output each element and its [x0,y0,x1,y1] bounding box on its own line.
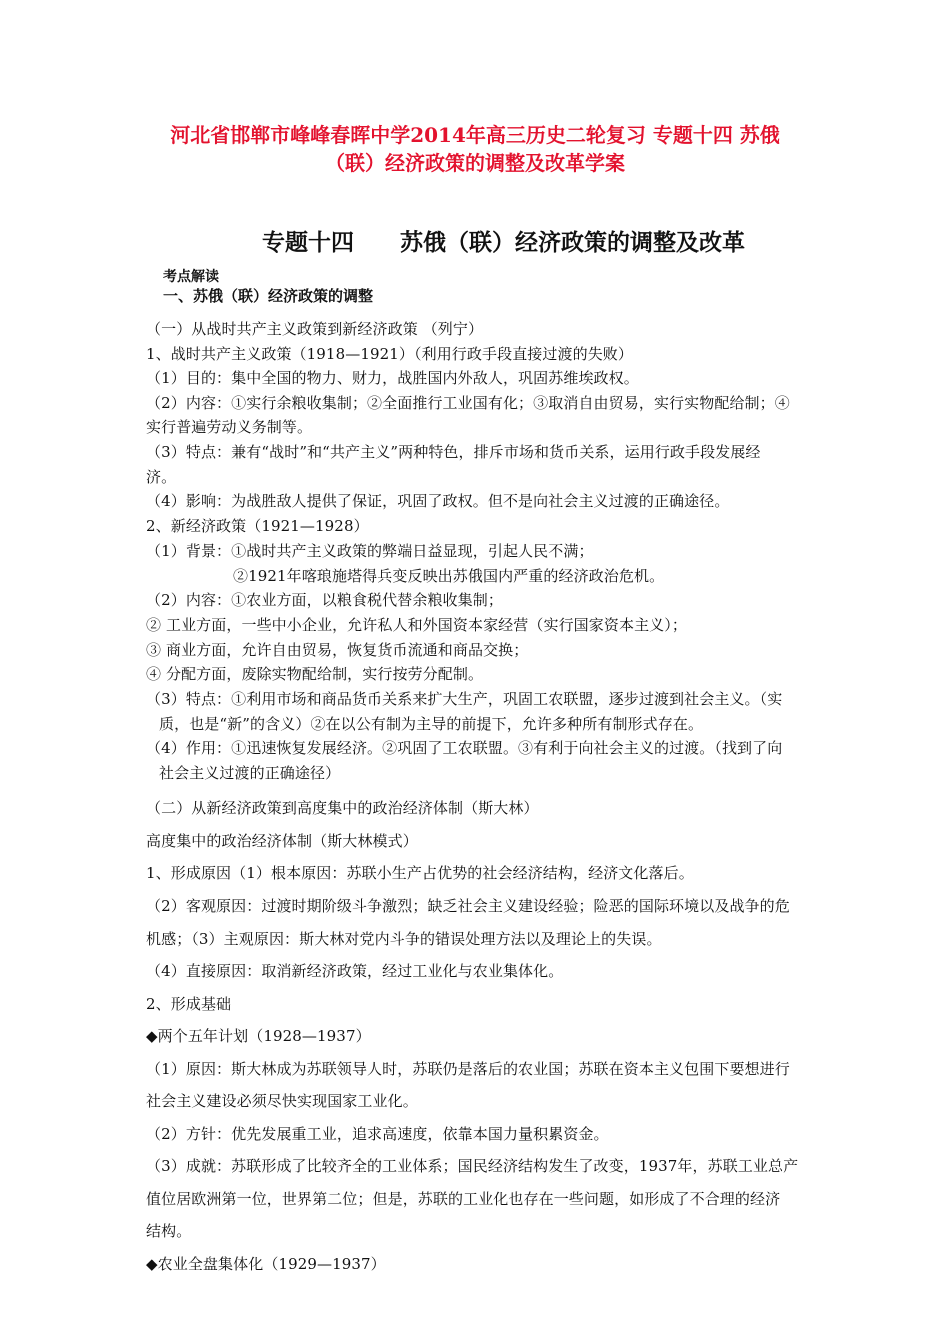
section-heading: 一、苏俄（联）经济政策的调整 [163,287,374,305]
text-line: （3）成就：苏联形成了比较齐全的工业体系；国民经济结构发生了改变，1937年，苏联工业总产 [146,1157,799,1175]
text-line: （一）从战时共产主义政策到新经济政策 （列宁） [146,320,484,338]
text-line: 质，也是“新”的含义）②在以公有制为主导的前提下，允许多种所有制形式存在。 [159,715,704,733]
text-line: ◆两个五年计划（1928—1937） [146,1027,371,1045]
text-line: ② 工业方面，一些中小企业，允许私人和外国资本家经营（实行国家资本主义）； [146,616,687,634]
text-line: 1、战时共产主义政策（1918—1921）（利用行政手段直接过渡的失败） [146,345,633,363]
text-line: （1）原因：斯大林成为苏联领导人时，苏联仍是落后的农业国；苏联在资本主义包围下要想进行 [146,1060,790,1078]
text-line: （2）方针：优先发展重工业，追求高速度，依靠本国力量积累资金。 [146,1125,609,1143]
text-line: 2、新经济政策（1921—1928） [146,517,369,535]
title-line-2: （联）经济政策的调整及改革学案 [325,151,625,175]
text-line: （二）从新经济政策到高度集中的政治经济体制（斯大林） [146,799,539,817]
section-label: 考点解读 [163,269,219,285]
text-line: 实行普遍劳动义务制等。 [146,418,313,436]
text-line: ◆农业全盘集体化（1929—1937） [146,1255,386,1273]
text-line: 机感；（3）主观原因：斯大林对党内斗争的错误处理方法以及理论上的失误。 [146,930,662,948]
text-line: ②1921年喀琅施塔得兵变反映出苏俄国内严重的经济政治危机。 [233,567,665,585]
text-line: 2、形成基础 [146,995,232,1013]
text-line: （1）目的：集中全国的物力、财力，战胜国内外敌人，巩固苏维埃政权。 [146,369,639,387]
text-line: 高度集中的政治经济体制（斯大林模式） [146,832,418,850]
text-line: （2）内容：①农业方面，以粮食税代替余粮收集制； [146,591,503,609]
text-line: （3）特点：①利用市场和商品货币关系来扩大生产，巩固工农联盟，逐步过渡到社会主义。（实 [146,690,783,708]
text-line: 值位居欧洲第一位，世界第二位；但是，苏联的工业化也存在一些问题，如形成了不合理的经济 [146,1190,781,1208]
text-line: 1、形成原因（1）根本原因：苏联小生产占优势的社会经济结构，经济文化落后。 [146,864,694,882]
text-line: ④ 分配方面，废除实物配给制，实行按劳分配制。 [146,665,484,683]
text-line: 社会主义过渡的正确途径） [159,764,341,782]
text-line: 济。 [146,468,177,486]
text-line: （2）内容：①实行余粮收集制；②全面推行工业国有化；③取消自由贸易，实行实物配给制；④ [146,394,790,412]
topic-number: 专题十四 [262,229,354,256]
text-line: （4）直接原因：取消新经济政策，经过工业化与农业集体化。 [146,962,564,980]
text-line: 社会主义建设必须尽快实现国家工业化。 [146,1092,418,1110]
text-line: ③ 商业方面，允许自由贸易，恢复货币流通和商品交换； [146,641,529,659]
text-line: 结构。 [146,1222,192,1240]
document-title [100,121,850,177]
text-line: （2）客观原因：过渡时期阶级斗争激烈；缺乏社会主义建设经验；险恶的国际环境以及战争的危 [146,897,790,915]
topic-name: 苏俄（联）经济政策的调整及改革 [400,229,745,256]
topic-heading [262,224,745,257]
text-line: （4）作用：①迅速恢复发展经济。②巩固了工农联盟。③有利于向社会主义的过渡。（找到了向 [146,739,783,757]
text-line: （1）背景：①战时共产主义政策的弊端日益显现，引起人民不满； [146,542,594,560]
text-line: （4）影响：为战胜敌人提供了保证，巩固了政权。但不是向社会主义过渡的正确途径。 [146,492,730,510]
text-line: （3）特点：兼有“战时”和“共产主义”两种特色，排斥市场和货币关系，运用行政手段发展经 [146,443,761,461]
title-line-1: 河北省邯郸市峰峰春晖中学2014年高三历史二轮复习 专题十四 苏俄 [170,123,780,147]
